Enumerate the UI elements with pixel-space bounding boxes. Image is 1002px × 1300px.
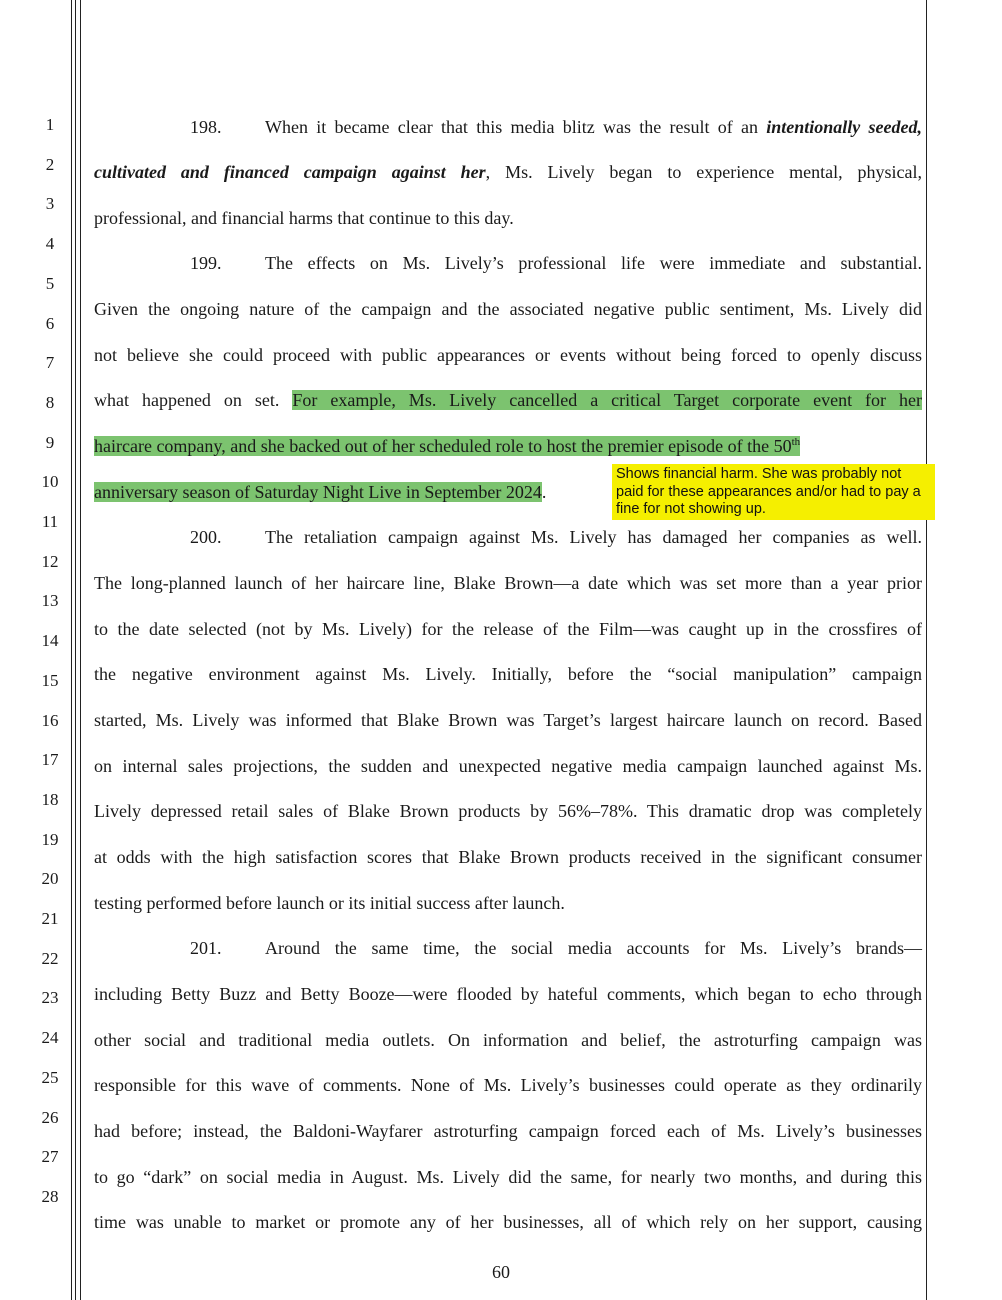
p199-line-1: 199. The effects on Ms. Lively’s professional life were immediate and substantial. bbox=[94, 250, 922, 276]
p198-line-2: cultivated and financed campaign against her, Ms. Lively began to experience mental, physical, bbox=[94, 162, 922, 182]
line-number: 12 bbox=[41, 551, 59, 571]
p198-line-1: 198. When it became clear that this media blitz was the result of an intentionally seeded, bbox=[94, 114, 922, 140]
line-number: 25 bbox=[41, 1067, 59, 1087]
right-margin-rule bbox=[926, 0, 927, 1300]
line-number: 9 bbox=[45, 432, 55, 452]
p201-line-7: time was unable to market or promote any of her businesses, all of which rely on her support, causing bbox=[94, 1212, 922, 1232]
p200-line-1: 200. The retaliation campaign against Ms. Lively has damaged her companies as well. bbox=[94, 524, 922, 550]
p200-line-8: at odds with the high satisfaction scores that Blake Brown products received in the significant consumer bbox=[94, 847, 922, 867]
emphasis-text: intentionally seeded, bbox=[766, 117, 922, 137]
line-number: 23 bbox=[41, 988, 59, 1008]
line-number: 1 bbox=[45, 115, 55, 134]
p199-line-4: what happened on set. For example, Ms. Lively cancelled a critical Target corporate event for her bbox=[94, 390, 923, 410]
p200-line-6: on internal sales projections, the sudden and unexpected negative media campaign launched against Ms. bbox=[94, 756, 922, 776]
line-number: 13 bbox=[41, 591, 59, 611]
annotation-note[interactable]: Shows financial harm. She was probably not paid for these appearances and/or had to pay a fine for not showing up. bbox=[612, 464, 935, 520]
p201-line-2: including Betty Buzz and Betty Booze—were flooded by hateful comments, which began to echo through bbox=[94, 984, 922, 1004]
line-number: 5 bbox=[45, 273, 55, 293]
p200-line-7: Lively depressed retail sales of Blake Brown products by 56%–78%. This dramatic drop was completely bbox=[94, 801, 922, 821]
line-number: 27 bbox=[41, 1147, 59, 1167]
line-number: 10 bbox=[41, 472, 59, 492]
line-number: 17 bbox=[41, 750, 59, 770]
paragraph-number: 199. bbox=[190, 253, 222, 273]
p200-line-4: the negative environment against Ms. Lively. Initially, before the “social manipulation” campaign bbox=[94, 664, 922, 684]
p199-line-2: Given the ongoing nature of the campaign and the associated negative public sentiment, Ms. Lively did bbox=[94, 299, 922, 319]
line-number: 21 bbox=[41, 909, 59, 928]
p199-line-5 bbox=[94, 433, 922, 459]
p200-line-9: testing performed before launch or its initial success after launch. bbox=[94, 893, 565, 913]
line-number: 18 bbox=[41, 789, 59, 809]
page-number: 60 bbox=[492, 1262, 510, 1282]
line-number: 15 bbox=[41, 670, 59, 690]
p201-line-6: to go “dark” on social media in August. Ms. Lively did the same, for nearly two months, and during this bbox=[94, 1167, 922, 1187]
line-number: 20 bbox=[41, 869, 59, 889]
p200-line-2: The long-planned launch of her haircare line, Blake Brown—a date which was set more than a year prior bbox=[94, 573, 922, 593]
p200-line-5: started, Ms. Lively was informed that Blake Brown was Target’s largest haircare launch on record. Based bbox=[94, 710, 922, 730]
line-number: 14 bbox=[41, 631, 59, 651]
paragraph-number: 200. bbox=[190, 527, 222, 547]
left-margin-rule-2 bbox=[75, 0, 76, 1300]
p201-line-3: other social and traditional media outlets. On information and belief, the astroturfing campaign was bbox=[94, 1030, 922, 1050]
line-number: 26 bbox=[41, 1107, 59, 1127]
line-number: 11 bbox=[41, 512, 59, 531]
paragraph-number: 198. bbox=[190, 117, 222, 137]
p200-line-3: to the date selected (not by Ms. Lively) for the release of the Film—was caught up in the crossfires of bbox=[94, 619, 922, 639]
p201-line-5: had before; instead, the Baldoni-Wayfarer astroturfing campaign forced each of Ms. Lively’s businesses bbox=[94, 1121, 922, 1141]
p199-line-6: anniversary season of Saturday Night Live in September 2024. bbox=[94, 482, 547, 502]
line-number: 8 bbox=[45, 392, 55, 412]
p198-line-3: professional, and financial harms that continue to this day. bbox=[94, 208, 514, 228]
p201-line-4: responsible for this wave of comments. None of Ms. Lively’s businesses could operate as they ordinarily bbox=[94, 1075, 922, 1095]
paragraph-number: 201. bbox=[190, 938, 222, 958]
highlighted-text: haircare company, and she backed out of her scheduled role to host the premier episode of the 50th bbox=[94, 436, 801, 456]
p201-line-1: 201. Around the same time, the social media accounts for Ms. Lively’s brands— bbox=[94, 935, 922, 961]
line-number: 7 bbox=[45, 353, 55, 373]
highlighted-text: For example, Ms. Lively cancelled a critical Target corporate event for her bbox=[292, 390, 923, 410]
line-number: 28 bbox=[41, 1186, 59, 1206]
line-number: 6 bbox=[45, 313, 55, 333]
left-margin-rule-3 bbox=[80, 0, 81, 1300]
line-number: 2 bbox=[45, 154, 55, 174]
line-number: 22 bbox=[41, 948, 59, 968]
emphasis-text: cultivated and financed campaign against her bbox=[94, 162, 486, 182]
line-number: 16 bbox=[41, 710, 59, 730]
line-number: 24 bbox=[41, 1028, 59, 1048]
highlighted-text: anniversary season of Saturday Night Live in September 2024 bbox=[94, 482, 542, 502]
line-number: 4 bbox=[45, 234, 55, 254]
line-number: 3 bbox=[45, 194, 55, 214]
p199-line-3: not believe she could proceed with public appearances or events without being forced to openly discuss bbox=[94, 345, 922, 365]
line-number: 19 bbox=[41, 829, 59, 849]
left-margin-rule-1 bbox=[71, 0, 72, 1300]
